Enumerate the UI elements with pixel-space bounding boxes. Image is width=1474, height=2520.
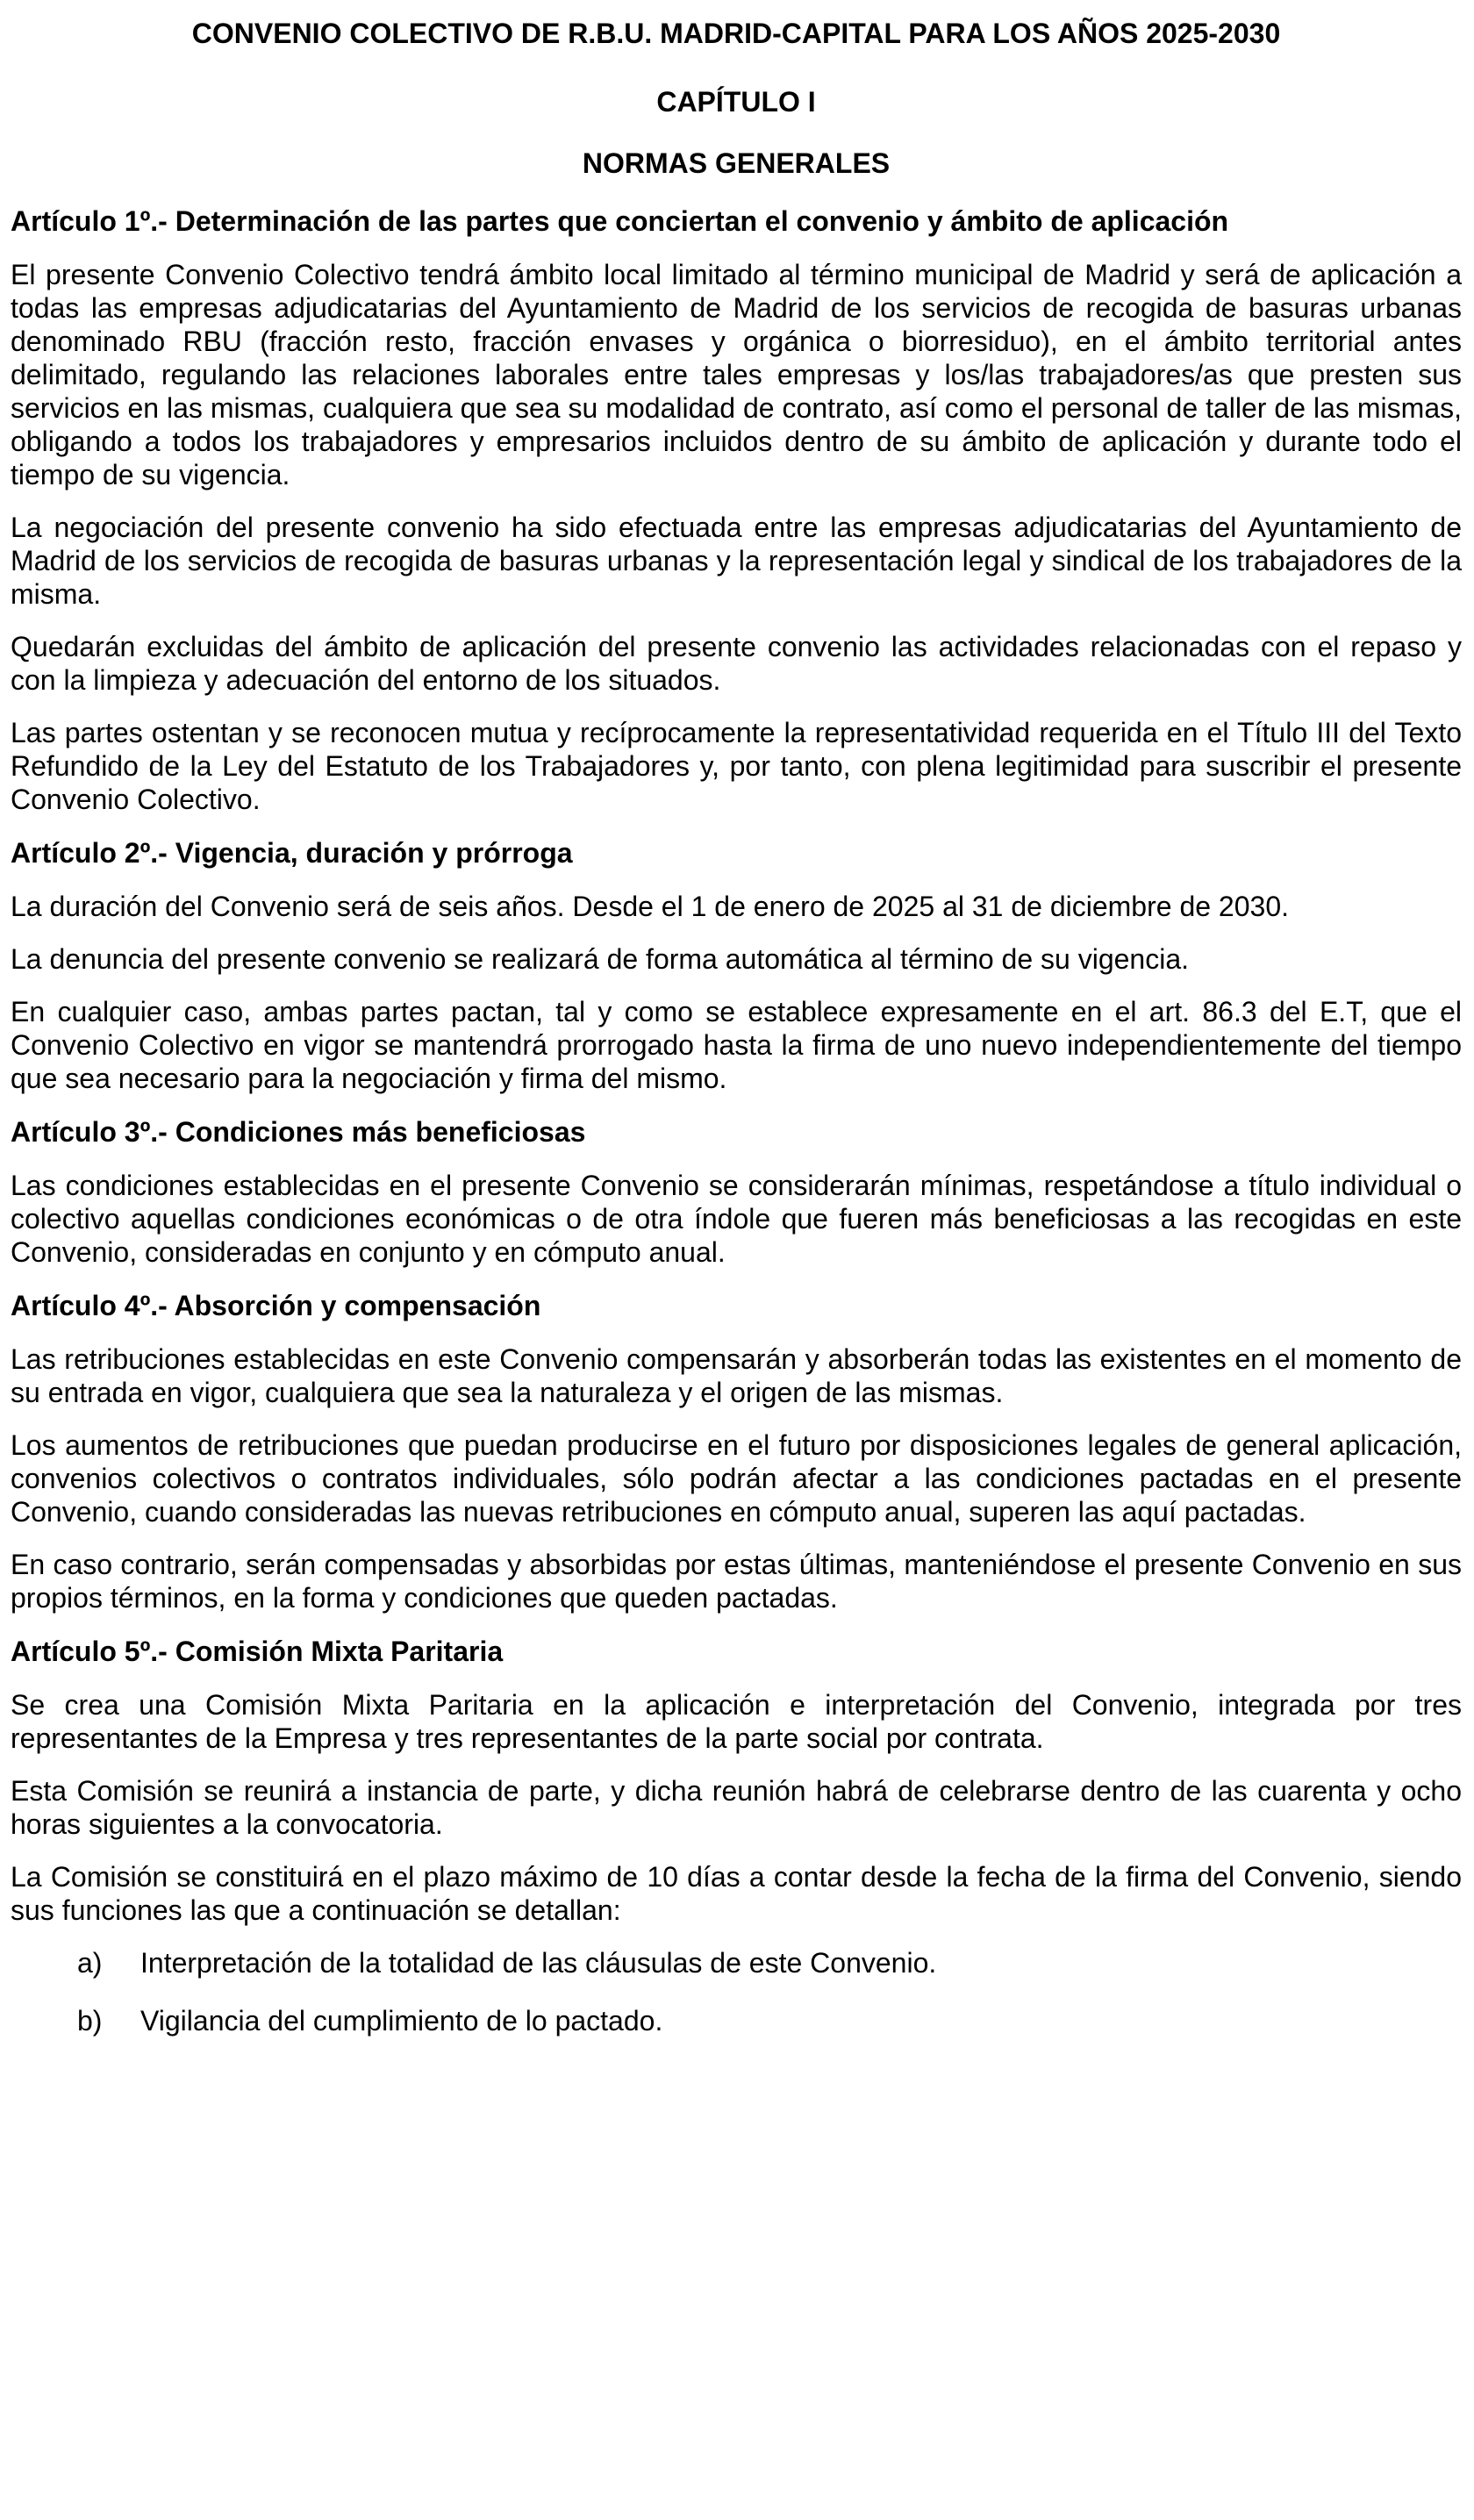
article-title: Artículo 4º.- Absorción y compensación	[11, 1290, 541, 1321]
chapter-heading: CAPÍTULO I	[656, 86, 816, 118]
article-paragraph: En caso contrario, serán compensadas y absorbidas por estas últimas, manteniéndose el presente Convenio en sus propios términos, en la forma y condiciones que queden pactadas.	[11, 1549, 1462, 1614]
article-2	[11, 835, 1462, 1095]
list-item-text: Interpretación de la totalidad de las cláusulas de este Convenio.	[140, 1947, 937, 1979]
document-page	[11, 0, 1462, 2520]
chapter-subtitle: NORMAS GENERALES	[582, 147, 891, 179]
article-title: Artículo 2º.- Vigencia, duración y prórroga	[11, 837, 573, 869]
article-paragraph: La Comisión se constituirá en el plazo máximo de 10 días a contar desde la fecha de la firma del Convenio, siendo sus funciones las que a continuación se detallan:	[11, 1861, 1462, 1926]
article-1	[11, 204, 1462, 816]
article-4	[11, 1288, 1462, 1614]
article-5	[11, 1634, 1462, 2037]
article-3	[11, 1114, 1462, 1269]
article-title: Artículo 1º.- Determinación de las partes que conciertan el convenio y ámbito de aplicación	[11, 205, 1229, 237]
article-paragraph: La denuncia del presente convenio se realizará de forma automática al término de su vigencia.	[11, 943, 1190, 975]
article-paragraph: Los aumentos de retribuciones que puedan producirse en el futuro por disposiciones legales de general aplicación, convenios colectivos o contratos individuales, sólo podrán afectar a las condiciones pactadas en el presente Convenio, cuando consideradas las nuevas retribuciones en cómputo anual, superen las aquí pactadas.	[11, 1429, 1462, 1528]
article-paragraph: La negociación del presente convenio ha sido efectuada entre las empresas adjudicatarias del Ayuntamiento de Madrid de los servicios de recogida de basuras urbanas y la representación legal y sindical de los trabajadores de la misma.	[11, 512, 1462, 610]
article-paragraph: Esta Comisión se reunirá a instancia de parte, y dicha reunión habrá de celebrarse dentro de las cuarenta y ocho horas siguientes a la convocatoria.	[11, 1775, 1462, 1840]
article-paragraph: La duración del Convenio será de seis años. Desde el 1 de enero de 2025 al 31 de diciembre de 2030.	[11, 891, 1289, 922]
article-title: Artículo 5º.- Comisión Mixta Paritaria	[11, 1636, 504, 1667]
article-title: Artículo 3º.- Condiciones más beneficiosas	[11, 1116, 586, 1148]
article-paragraph: Se crea una Comisión Mixta Paritaria en la aplicación e interpretación del Convenio, integrada por tres representantes de la Empresa y tres representantes de la parte social por contrata.	[11, 1689, 1462, 1754]
article-paragraph: Las retribuciones establecidas en este Convenio compensarán y absorberán todas las existentes en el momento de su entrada en vigor, cualquiera que sea la naturaleza y el origen de las mismas.	[11, 1343, 1462, 1408]
list-item-text: Vigilancia del cumplimiento de lo pactado.	[140, 2005, 663, 2037]
article-paragraph: El presente Convenio Colectivo tendrá ámbito local limitado al término municipal de Madrid y será de aplicación a todas las empresas adjudicatarias del Ayuntamiento de Madrid de los servicios de recogida de basuras urbanas denominado RBU (fracción resto, fracción envases y orgánica o biorresiduo), en el ámbito territorial antes delimitado, regulando las relaciones laborales entre tales empresas y los/las trabajadores/as que presten sus servicios en las mismas, cualquiera que sea su modalidad de contrato, así como el personal de taller de las mismas, obligando a todos los trabajadores y empresarios incluidos dentro de su ámbito de aplicación y durante todo el tiempo de su vigencia.	[11, 259, 1462, 490]
list-marker: a)	[77, 1947, 103, 1979]
list-item	[11, 2004, 1462, 2037]
document-title: CONVENIO COLECTIVO DE R.B.U. MADRID-CAPITAL PARA LOS AÑOS 2025-2030	[191, 18, 1281, 49]
functions-list	[11, 1946, 1462, 2037]
list-marker: b)	[77, 2005, 103, 2037]
article-paragraph: Quedarán excluidas del ámbito de aplicación del presente convenio las actividades relacionadas con el repaso y con la limpieza y adecuación del entorno de los situados.	[11, 631, 1462, 696]
list-item	[11, 1946, 1462, 1979]
article-paragraph: Las condiciones establecidas en el presente Convenio se considerarán mínimas, respetándose a título individual o colectivo aquellas condiciones económicas o de otra índole que fueren más beneficiosas a las recogidas en este Convenio, consideradas en conjunto y en cómputo anual.	[11, 1170, 1462, 1268]
article-paragraph: Las partes ostentan y se reconocen mutua y recíprocamente la representatividad requerida en el Título III del Texto Refundido de la Ley del Estatuto de los Trabajadores y, por tanto, con plena legitimidad para suscribir el presente Convenio Colectivo.	[11, 717, 1462, 815]
article-paragraph: En cualquier caso, ambas partes pactan, tal y como se establece expresamente en el art. 86.3 del E.T, que el Convenio Colectivo en vigor se mantendrá prorrogado hasta la firma de uno nuevo independientemente del tiempo que sea necesario para la negociación y firma del mismo.	[11, 996, 1462, 1094]
